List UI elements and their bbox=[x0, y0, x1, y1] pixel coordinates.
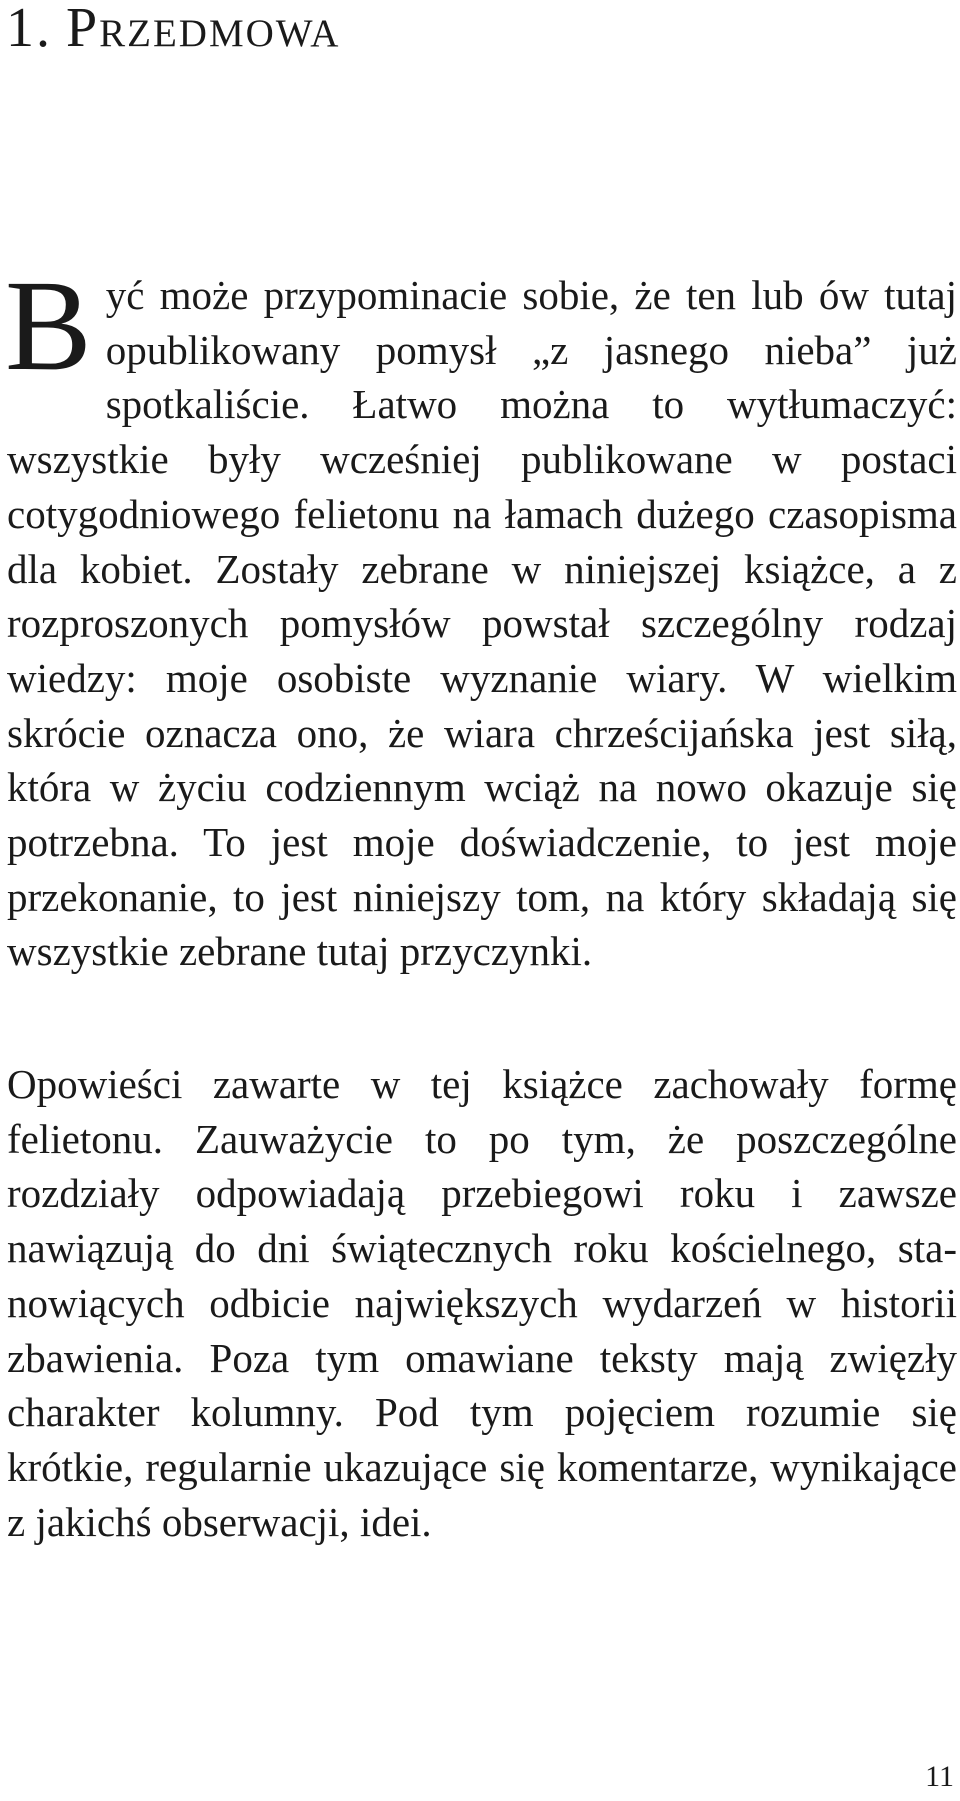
chapter-title-text: Przedmowa bbox=[66, 0, 341, 59]
paragraph-first-text: yć może przypominacie sobie, że ten lub ów tutaj opublikowany pomysł „z jasnego nieba” już spotkaliście. Łatwo można to wytłumaczyć: wszystkie były wcześniej publikowane w postaci cotygodniowego felietonu na łamach dużego czasopisma dla kobiet. Zostały zebrane w niniejszej książce, a z rozproszonych pomysłów powstał szczególny rodzaj wiedzy: moje osobiste wyznanie wiary. W wielkim skrócie oznacza ono, że wiara chrześcijańska jest siłą, która w życiu codziennym wciąż na nowo okazuje się potrzebna. To jest moje doświadczenie, to jest moje przekonanie, to jest niniejszy tom, na który składają się wszystkie zebrane tutaj przyczynki. bbox=[7, 272, 957, 975]
paragraph-second-text: Opowieści zawarte w tej książce zachowały formę felietonu. Zauważycie to po tym, że poszczególne rozdziały odpowiadają przebiegowi roku i zawsze nawiązują do dni świątecznych roku kościelnego, stanowiących odbicie największych wydarzeń w historii zbawienia. Poza tym omawiane teksty mają zwięzły charakter kolumny. Pod tym pojęciem rozumie się krótkie, regularnie ukazujące się komentarze, wynikające z jakichś obserwacji, idei. bbox=[7, 1061, 957, 1545]
chapter-number: 1. bbox=[6, 0, 52, 59]
paragraph-second bbox=[7, 1057, 957, 1549]
paragraph-first bbox=[5, 254, 957, 979]
drop-cap: B bbox=[5, 254, 92, 398]
page-number: 11 bbox=[925, 1760, 954, 1793]
chapter-title bbox=[6, 0, 341, 59]
